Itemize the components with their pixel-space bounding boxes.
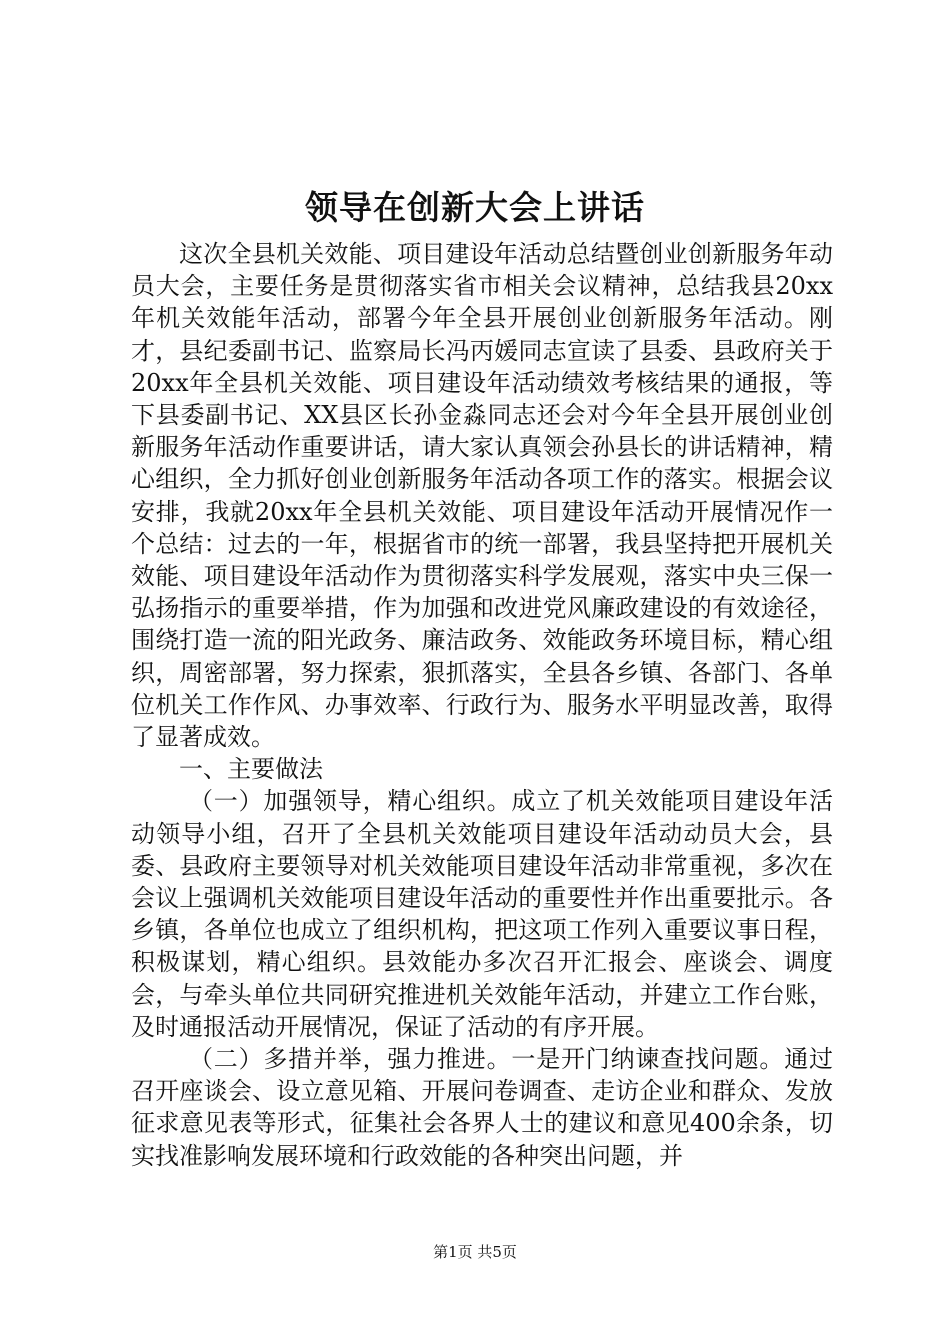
paragraph-leadership: （一）加强领导，精心组织。成立了机关效能项目建设年活动领导小组，召开了全县机关效能项目建设年活动动员大会，县委、县政府主要领导对机关效能项目建设年活动非常重视，多次在会议上强调机关效能项目建设年活动的重要性并作出重要批示。各乡镇，各单位也成立了组织机构，把这项工作列入重要议事日程，积极谋划，精心组织。县效能办多次召开汇报会、座谈会、调度会，与牵头单位共同研究推进机关效能年活动，并建立工作台账，及时通报活动开展情况，保证了活动的有序开展。 [131, 787, 833, 1041]
paragraph-intro: 这次全县机关效能、项目建设年活动总结暨创业创新服务年动员大会，主要任务是贯彻落实省市相关会议精神，总结我县20xx年机关效能年活动，部署今年全县开展创业创新服务年活动。刚才，县纪委副书记、监察局长冯丙媛同志宣读了县委、县政府关于20xx年全县机关效能、项目建设年活动绩效考核结果的通报，等下县委副书记、XX县区长孙金淼同志还会对今年全县开展创业创新服务年活动作重要讲话，请大家认真领会孙县长的讲话精神，精心组织，全力抓好创业创新服务年活动各项工作的落实。根据会议安排，我就20xx年全县机关效能、项目建设年活动开展情况作一个总结：过去的一年，根据省市的统一部署，我县坚持把开展机关效能、项目建设年活动作为贯彻落实科学发展观，落实中央三保一弘扬指示的重要举措，作为加强和改进党风廉政建设的有效途径，围绕打造一流的阳光政务、廉洁政务、效能政务环境目标，精心组织，周密部署，努力探索，狠抓落实，全县各乡镇、各部门、各单位机关工作作风、办事效率、行政行为、服务水平明显改善，取得了显著成效。 [131, 240, 833, 752]
section-heading-main-practices: 一、主要做法 [179, 755, 323, 784]
document-body [131, 238, 833, 1172]
paragraph-measures: （二）多措并举，强力推进。一是开门纳谏查找问题。通过召开座谈会、设立意见箱、开展问卷调查、走访企业和群众、发放征求意见表等形式，征集社会各界人士的建议和意见400余条，切实找准影响发展环境和行政效能的各种突出问题，并 [131, 1045, 833, 1170]
document-title: 领导在创新大会上讲话 [305, 188, 645, 227]
page-footer: 第1页 共5页 [433, 1243, 517, 1261]
